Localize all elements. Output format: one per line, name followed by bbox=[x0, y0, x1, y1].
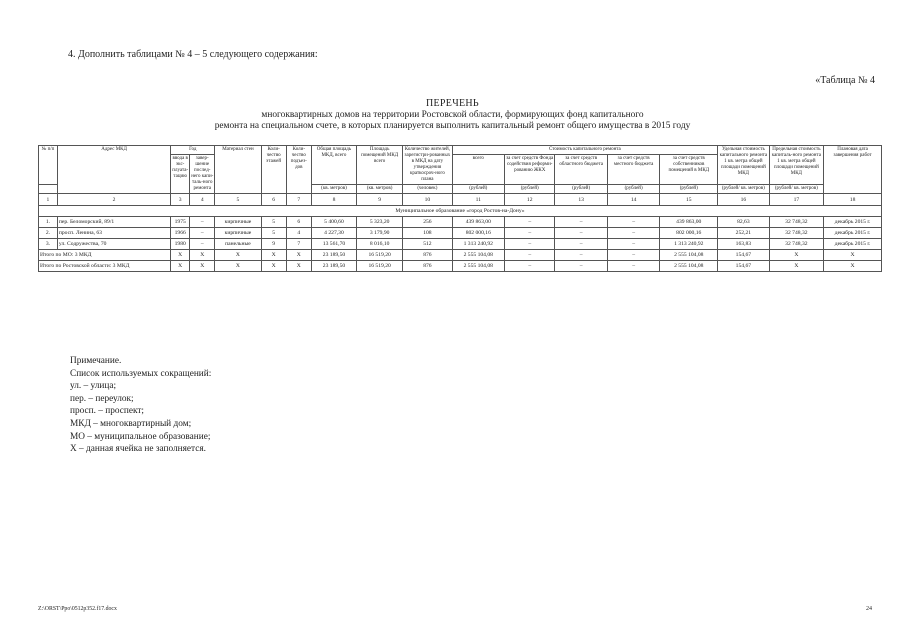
row-floors: 5 bbox=[261, 228, 286, 239]
col-address-header: Адрес МКД bbox=[57, 146, 170, 194]
totals-cell: Х bbox=[190, 250, 215, 261]
row-cost-local: – bbox=[607, 217, 659, 228]
col-entrances-header: Коли-чество подъез-дов bbox=[286, 146, 311, 194]
row-residents: 108 bbox=[403, 228, 452, 239]
col-planned-date-header: Плановая дата завершения работ bbox=[824, 146, 882, 194]
heading-title: ПЕРЕЧЕНЬ bbox=[426, 98, 479, 109]
row-cost-region: – bbox=[555, 217, 607, 228]
column-number: 13 bbox=[555, 194, 607, 206]
totals-limit-cost: Х bbox=[769, 250, 824, 261]
totals-area: 23 189,50 bbox=[311, 250, 356, 261]
totals-cell: Х bbox=[190, 261, 215, 272]
row-cost-fund: – bbox=[505, 239, 555, 250]
row-specific-cost: 252,21 bbox=[718, 228, 769, 239]
totals-label: Итого по Ростовской области: 3 МКД bbox=[39, 261, 171, 272]
houses-table bbox=[38, 145, 882, 272]
header-row-1 bbox=[39, 146, 882, 155]
page-number: 24 bbox=[866, 606, 872, 612]
column-number: 9 bbox=[357, 194, 403, 206]
column-number: 18 bbox=[824, 194, 882, 206]
totals-cost-region: – bbox=[555, 250, 607, 261]
col-area-rooms-header: Площадь помещений МКД всего bbox=[357, 146, 403, 185]
col-cost-local-header: за счет средств местного бюджета bbox=[607, 155, 659, 185]
abbreviation-item: просп. – проспект; bbox=[70, 406, 144, 417]
row-area: 13 561,70 bbox=[311, 239, 356, 250]
row-area: 4 227,30 bbox=[311, 228, 356, 239]
abbreviation-item: пер. – переулок; bbox=[70, 393, 134, 404]
column-number: 12 bbox=[505, 194, 555, 206]
row-year-last-repair: – bbox=[190, 228, 215, 239]
row-area: 5 400,60 bbox=[311, 217, 356, 228]
abbreviations-heading: Список используемых сокращений: bbox=[70, 368, 212, 379]
col-cost-region-header: за счет средств областного бюджета bbox=[555, 155, 607, 185]
column-number: 6 bbox=[261, 194, 286, 206]
row-specific-cost: 82,63 bbox=[718, 217, 769, 228]
unit-cell: (человек) bbox=[403, 185, 452, 194]
unit-cell: (кв. метров) bbox=[311, 185, 356, 194]
col-year-last-repair-header: завер-шение послед-него капи-таль-ного ремонта bbox=[190, 155, 215, 194]
row-planned-date: декабрь 2015 г. bbox=[824, 228, 882, 239]
row-address: пер. Беломорский, 89/1 bbox=[57, 217, 170, 228]
row-cost-total: 802 000,16 bbox=[452, 228, 504, 239]
totals-cost-owners: 2 555 104,08 bbox=[660, 261, 718, 272]
totals-cost-fund: – bbox=[505, 261, 555, 272]
heading-line-2: ремонта на специальном счете, в которых планируется выполнить капитальный ремонт общего имущества в 2015 году bbox=[214, 121, 691, 131]
row-cost-owners: 439 863,00 bbox=[660, 217, 718, 228]
unit-cell: (рублей) bbox=[555, 185, 607, 194]
table-row bbox=[39, 239, 882, 250]
totals-specific-cost: 154,67 bbox=[718, 250, 769, 261]
col-cost-total-header: всего bbox=[452, 155, 504, 185]
col-limit-cost-header: Предельная стоимость капиталь-ного ремонта 1 кв. метра общей площади помещений МКД bbox=[769, 146, 824, 185]
row-material: кирпичные bbox=[215, 228, 261, 239]
notes-title: Примечание. bbox=[70, 356, 122, 366]
totals-residents: 876 bbox=[403, 250, 452, 261]
row-material: кирпичные bbox=[215, 217, 261, 228]
row-year-commission: 1975 bbox=[171, 217, 190, 228]
totals-area-rooms: 16 519,20 bbox=[357, 250, 403, 261]
intro-text: 4. Дополнить таблицами № 4 – 5 следующего содержания: bbox=[68, 49, 318, 60]
row-year-commission: 1966 bbox=[171, 228, 190, 239]
row-cost-region: – bbox=[555, 239, 607, 250]
row-cost-region: – bbox=[555, 228, 607, 239]
table-heading bbox=[0, 98, 905, 133]
column-number: 10 bbox=[403, 194, 452, 206]
row-area-rooms: 3 179,90 bbox=[357, 228, 403, 239]
totals-cost-fund: – bbox=[505, 250, 555, 261]
table-row bbox=[39, 228, 882, 239]
row-area-rooms: 5 323,20 bbox=[357, 217, 403, 228]
unit-cell: (рублей) bbox=[452, 185, 504, 194]
row-residents: 256 bbox=[403, 217, 452, 228]
table-number-label: «Таблица № 4 bbox=[815, 75, 875, 86]
row-limit-cost: 32 748,32 bbox=[769, 217, 824, 228]
column-number: 17 bbox=[769, 194, 824, 206]
row-address: ул. Содружества, 70 bbox=[57, 239, 170, 250]
section-row bbox=[39, 206, 882, 217]
row-entrances: 6 bbox=[286, 217, 311, 228]
column-number: 8 bbox=[311, 194, 356, 206]
totals-cell: Х bbox=[215, 250, 261, 261]
row-limit-cost: 32 748,32 bbox=[769, 239, 824, 250]
col-num-header: № п/п bbox=[39, 146, 58, 185]
column-numbers-row bbox=[39, 194, 882, 206]
totals-cell: Х bbox=[171, 250, 190, 261]
row-cost-owners: 1 313 240,92 bbox=[660, 239, 718, 250]
column-number: 15 bbox=[660, 194, 718, 206]
col-cost-fund-header: за счет средств Фонда содействия реформи-рованию ЖКХ bbox=[505, 155, 555, 185]
row-cost-owners: 802 000,16 bbox=[660, 228, 718, 239]
row-entrances: 4 bbox=[286, 228, 311, 239]
unit-cell: (кв. метров) bbox=[357, 185, 403, 194]
row-number: 1. bbox=[39, 217, 58, 228]
totals-row-municipality bbox=[39, 250, 882, 261]
totals-limit-cost: Х bbox=[769, 261, 824, 272]
column-number: 3 bbox=[171, 194, 190, 206]
row-floors: 9 bbox=[261, 239, 286, 250]
totals-cost-region: – bbox=[555, 261, 607, 272]
totals-cost-owners: 2 555 104,08 bbox=[660, 250, 718, 261]
notes-block bbox=[70, 355, 211, 456]
abbreviation-item: МО – муниципальное образование; bbox=[70, 431, 211, 442]
row-floors: 5 bbox=[261, 217, 286, 228]
heading-line-1: многоквартирных домов на территории Ростовской области, формирующих фонд капитального bbox=[261, 109, 644, 120]
totals-planned-date: Х bbox=[824, 250, 882, 261]
column-number: 2 bbox=[57, 194, 170, 206]
col-year-commission-header: ввода в экс-плуата-тацию bbox=[171, 155, 190, 194]
totals-residents: 876 bbox=[403, 261, 452, 272]
unit-cell: (рублей/ кв. метров) bbox=[718, 185, 769, 194]
totals-cell: Х bbox=[261, 250, 286, 261]
unit-cell bbox=[39, 185, 58, 194]
row-year-last-repair: – bbox=[190, 239, 215, 250]
totals-cell: Х bbox=[171, 261, 190, 272]
col-cost-owners-header: за счет средств собственников помещений в МКД bbox=[660, 155, 718, 185]
row-planned-date: декабрь 2015 г. bbox=[824, 217, 882, 228]
totals-planned-date: Х bbox=[824, 261, 882, 272]
totals-specific-cost: 154,67 bbox=[718, 261, 769, 272]
col-residents-header: Количество жителей, зарегистри-рованных в МКД на дату утверждения краткосроч-ного плана bbox=[403, 146, 452, 185]
totals-area-rooms: 16 519,20 bbox=[357, 261, 403, 272]
totals-cell: Х bbox=[286, 261, 311, 272]
totals-cost-total: 2 555 104,08 bbox=[452, 261, 504, 272]
row-year-commission: 1980 bbox=[171, 239, 190, 250]
col-area-header: Общая площадь МКД, всего bbox=[311, 146, 356, 185]
unit-cell: (рублей) bbox=[505, 185, 555, 194]
col-cost-header: Стоимость капитального ремонта bbox=[452, 146, 718, 155]
row-cost-local: – bbox=[607, 239, 659, 250]
column-number: 1 bbox=[39, 194, 58, 206]
abbreviation-item: Х – данная ячейка не заполняется. bbox=[70, 444, 206, 455]
section-municipality: Муниципальное образование «город Ростов-на-Дону» bbox=[39, 206, 882, 217]
row-cost-total: 439 863,00 bbox=[452, 217, 504, 228]
totals-cost-local: – bbox=[607, 250, 659, 261]
unit-cell: (рублей) bbox=[660, 185, 718, 194]
totals-cell: Х bbox=[215, 261, 261, 272]
column-number: 5 bbox=[215, 194, 261, 206]
abbreviation-item: ул. – улица; bbox=[70, 381, 117, 392]
totals-area: 23 189,50 bbox=[311, 261, 356, 272]
row-cost-fund: – bbox=[505, 217, 555, 228]
unit-cell: (рублей) bbox=[607, 185, 659, 194]
totals-cost-total: 2 555 104,08 bbox=[452, 250, 504, 261]
column-number: 14 bbox=[607, 194, 659, 206]
row-address: просп. Ленина, 63 bbox=[57, 228, 170, 239]
totals-cost-local: – bbox=[607, 261, 659, 272]
column-number: 16 bbox=[718, 194, 769, 206]
abbreviation-item: МКД – многоквартирный дом; bbox=[70, 418, 192, 429]
row-material: панельные bbox=[215, 239, 261, 250]
row-area-rooms: 8 016,10 bbox=[357, 239, 403, 250]
row-cost-local: – bbox=[607, 228, 659, 239]
col-material-header: Материал стен bbox=[215, 146, 261, 194]
totals-label: Итого по МО: 3 МКД bbox=[39, 250, 171, 261]
totals-cell: Х bbox=[261, 261, 286, 272]
row-specific-cost: 163,83 bbox=[718, 239, 769, 250]
row-residents: 512 bbox=[403, 239, 452, 250]
column-number: 11 bbox=[452, 194, 504, 206]
col-floors-header: Коли-чество этажей bbox=[261, 146, 286, 194]
row-cost-fund: – bbox=[505, 228, 555, 239]
row-year-last-repair: – bbox=[190, 217, 215, 228]
unit-cell: (рублей/ кв. метров) bbox=[769, 185, 824, 194]
totals-cell: Х bbox=[286, 250, 311, 261]
row-limit-cost: 32 748,32 bbox=[769, 228, 824, 239]
row-number: 3. bbox=[39, 239, 58, 250]
col-year-header: Год bbox=[171, 146, 215, 155]
column-number: 7 bbox=[286, 194, 311, 206]
row-planned-date: декабрь 2015 г. bbox=[824, 239, 882, 250]
table-row bbox=[39, 217, 882, 228]
column-number: 4 bbox=[190, 194, 215, 206]
col-specific-cost-header: Удельная стоимость капитального ремонта 1 кв. метра общей площади помещений МКД bbox=[718, 146, 769, 185]
totals-row-region bbox=[39, 261, 882, 272]
footer-file-path: Z:\ORST\Ppo\0512p352.f17.docx bbox=[38, 606, 117, 612]
row-cost-total: 1 313 240,92 bbox=[452, 239, 504, 250]
row-number: 2. bbox=[39, 228, 58, 239]
row-entrances: 7 bbox=[286, 239, 311, 250]
